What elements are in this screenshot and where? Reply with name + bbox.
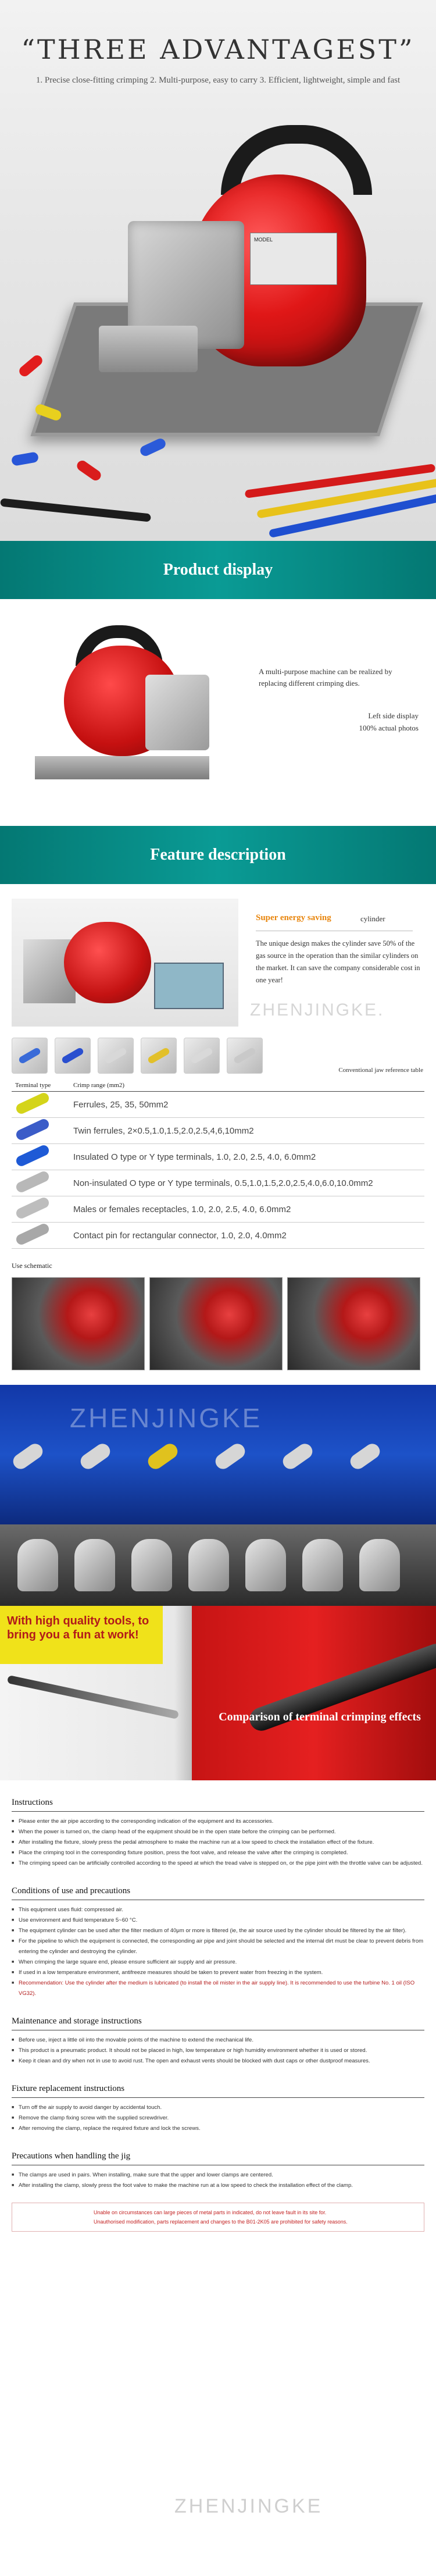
jaw-thumb-2 xyxy=(55,1038,91,1074)
terminal-row-text: Non-insulated O type or Y type terminals, 0.5,1.0,1.5,2.0,2.5,4.0,6.0,10.0mm2 xyxy=(70,1170,424,1196)
machine-die xyxy=(99,326,198,372)
product-display-title: Product display xyxy=(163,561,273,579)
list-item: ■ This product is a pneumatic product. It should not be placed in high, low temperature or high humidity environment whether it is used or stored. xyxy=(12,2046,424,2056)
slogan-box xyxy=(0,1606,163,1664)
header-terminal-type: Terminal type xyxy=(12,1079,70,1092)
instructions-section xyxy=(0,1798,436,2191)
cable-bundle xyxy=(7,1675,179,1719)
crimped-terminal-icon xyxy=(245,1539,286,1591)
terminal-table xyxy=(12,1079,424,1249)
crimped-terminal-icon xyxy=(302,1539,343,1591)
feature-title: Super energy saving xyxy=(256,913,331,922)
maintenance-title: Maintenance and storage instructions xyxy=(12,2016,424,2030)
terminal-icon xyxy=(348,1441,383,1472)
terminal-row-text: Ferrules, 25, 35, 50mm2 xyxy=(70,1092,424,1118)
hero-section xyxy=(0,0,436,541)
terminal-icon xyxy=(10,1441,46,1472)
table-row xyxy=(12,1144,424,1170)
instructions-list xyxy=(12,1816,424,1869)
crimped-terminal-icon xyxy=(359,1539,400,1591)
display-note-line2: 100% actual photos xyxy=(359,724,419,732)
jaw-4-icon xyxy=(147,1047,171,1064)
table-row xyxy=(12,1196,424,1223)
feature-subtitle: cylinder xyxy=(360,914,385,923)
comparison-section xyxy=(0,1606,436,1780)
jaw-reference-caption: Conventional jaw reference table xyxy=(338,1067,423,1074)
schematic-photo-3 xyxy=(287,1277,420,1370)
feature-machine-cylinder xyxy=(64,922,151,1003)
jig-title: Precautions when handling the jig xyxy=(12,2151,424,2165)
jaw-5-icon xyxy=(190,1047,214,1064)
list-item: ■ The clamps are used in pairs. When installing, make sure that the upper and lower clamps are centered. xyxy=(12,2170,424,2180)
list-item: ■ If used in a low temperature environment, antifreeze measures should be taken to prevent water from freezing in the system. xyxy=(12,1968,424,1978)
crimped-terminal-icon xyxy=(74,1539,115,1591)
blue-terminal xyxy=(11,451,39,466)
notice-line1: Unable on circumstances can large pieces of metal parts in indicated, do not leave fault in its site for. xyxy=(94,2210,327,2215)
hero-title: “THREE ADVANTAGEST” xyxy=(21,34,415,65)
terminal-row-text: Males or females receptacles, 1.0, 2.0, 2.5, 4.0, 6.0mm2 xyxy=(70,1196,424,1223)
ferrule-icon xyxy=(15,1091,51,1116)
red-wire xyxy=(245,464,436,498)
use-schematic-photos xyxy=(0,1270,436,1370)
hero-subtitle: 1. Precise close-fitting crimping 2. Multi-purpose, easy to carry 3. Efficient, lightweight, simple and fast xyxy=(35,76,401,85)
list-item: ■ The equipment cylinder can be used after the filter medium of 40μm or more is filtered (ie, the air source used by the cylinder should be filtered by the air filter). xyxy=(12,1926,424,1936)
use-schematic-label: Use schematic xyxy=(12,1262,52,1270)
header-crimp-range: Crimp range (mm2) xyxy=(70,1079,424,1092)
product-display-section xyxy=(0,599,436,826)
list-item-recommendation: ■ Recommendation: Use the cylinder after the medium is lubricated (to install the oil mister in the air supply line). It is recommended to use the turbine No. 1 oil (ISO VG32). xyxy=(12,1978,424,1999)
slogan-text: With high quality tools, to bring you a fun at work! xyxy=(7,1615,149,1641)
receptacle-icon xyxy=(15,1196,51,1220)
conditions-title: Conditions of use and precautions xyxy=(12,1886,424,1900)
list-item: ■ Remove the clamp fixing screw with the supplied screwdriver. xyxy=(12,2113,424,2123)
jaw-thumb-6 xyxy=(227,1038,263,1074)
list-item: ■ After removing the clamp, replace the required fixture and lock the screws. xyxy=(12,2123,424,2134)
feature-description-banner xyxy=(0,826,436,884)
list-item: ■ Place the crimping tool in the corresponding fixture position, press the foot valve, and release the valve after the crimping is completed. xyxy=(12,1848,424,1858)
crimped-terminal-strip xyxy=(0,1524,436,1606)
fixture-list xyxy=(12,2103,424,2134)
jaw-thumb-1 xyxy=(12,1038,48,1074)
notice-line2: Unauthorised modification, parts replacement and changes to the B01-2K05 are prohibited for safety reasons. xyxy=(94,2219,348,2225)
jaw-6-icon xyxy=(233,1047,257,1064)
terminal-table-header xyxy=(12,1079,424,1092)
red-terminal-2 xyxy=(75,458,103,482)
terminal-row-text: Twin ferrules, 2×0.5,1.0,1.5,2.0,2.5,4,6,10mm2 xyxy=(70,1118,424,1144)
feature-machine-photo xyxy=(12,899,238,1027)
list-item: ■ Keep it clean and dry when not in use to avoid rust. The open and exhaust vents should be blocked with dust caps or other dustproof measures. xyxy=(12,2056,424,2066)
display-note-line1: Left side display xyxy=(368,711,419,720)
jaw-thumbnails xyxy=(0,1035,436,1076)
terminal-icon xyxy=(78,1441,113,1472)
bottom-watermark: ZHENJINGKE xyxy=(174,2495,323,2517)
display-description: A multi-purpose machine can be realized by replacing different crimping dies. xyxy=(259,667,392,687)
terminal-row-text: Contact pin for rectangular connector, 1.0, 2.0, 4.0mm2 xyxy=(70,1223,424,1249)
jaw-thumb-4 xyxy=(141,1038,177,1074)
comparison-caption: Comparison of terminal crimping effects xyxy=(219,1711,421,1723)
conditions-list xyxy=(12,1905,424,1999)
table-row xyxy=(12,1092,424,1118)
fixture-title: Fixture replacement instructions xyxy=(12,2084,424,2098)
instructions-title: Instructions xyxy=(12,1798,424,1812)
feature-description-title: Feature description xyxy=(150,846,286,864)
feature-description: The unique design makes the cylinder save 50% of the gas source in the operation than the similar cylinders on the market. It can save the company considerable cost in one year! xyxy=(256,939,420,984)
crimped-terminal-icon xyxy=(17,1539,58,1591)
list-item: ■ For the pipeline to which the equipment is connected, the corresponding air pipe and joint should be selected and the internal dirt must be clear to prevent debris from entering the cylinder and destroying the cylinder. xyxy=(12,1936,424,1957)
blue-terminal-row xyxy=(12,1449,381,1464)
terminal-icon xyxy=(280,1441,316,1472)
black-wire xyxy=(0,498,151,522)
list-item: ■ The crimping speed can be artificially controlled according to the speed at which the tread valve is stepped on, or the pipe joint with the throttle valve can be adjusted. xyxy=(12,1858,424,1869)
die-reference-strip xyxy=(0,1385,436,1524)
twin-ferrule-icon xyxy=(15,1117,51,1142)
maintenance-list xyxy=(12,2035,424,2066)
list-item: ■ This equipment uses fluid: compressed air. xyxy=(12,1905,424,1915)
display-note xyxy=(337,710,419,734)
blue-terminal-2 xyxy=(138,437,167,458)
list-item: ■ Turn off the air supply to avoid danger by accidental touch. xyxy=(12,2103,424,2113)
list-item: ■ Use environment and fluid temperature 5~60 °C. xyxy=(12,1915,424,1926)
display-machine-base xyxy=(35,756,209,779)
blue-watermark: ZHENJINGKE xyxy=(70,1403,263,1433)
jaw-thumb-3 xyxy=(98,1038,134,1074)
table-row xyxy=(12,1223,424,1249)
contact-pin-icon xyxy=(15,1222,51,1246)
safety-notice xyxy=(12,2203,424,2232)
feature-watermark: ZHENJINGKE. xyxy=(250,1000,385,1020)
jaw-1-icon xyxy=(18,1047,42,1064)
table-row xyxy=(12,1118,424,1144)
list-item: ■ When crimping the large square end, please ensure sufficient air supply and air pressure. xyxy=(12,1957,424,1968)
terminal-icon xyxy=(145,1441,181,1472)
terminal-row-text: Insulated O type or Y type terminals, 1.0, 2.0, 2.5, 4.0, 6.0mm2 xyxy=(70,1144,424,1170)
table-row xyxy=(12,1170,424,1196)
feature-section xyxy=(0,884,436,1035)
display-machine-photo xyxy=(23,622,215,791)
terminal-icon xyxy=(213,1441,248,1472)
display-machine-head xyxy=(145,675,209,750)
list-item: ■ After installing the clamp, slowly press the foot valve to make the machine run at a low speed to check the installation effect of the clamp. xyxy=(12,2180,424,2191)
non-insulated-terminal-icon xyxy=(15,1170,51,1194)
jaw-3-icon xyxy=(104,1047,128,1064)
crimped-terminal-icon xyxy=(188,1539,229,1591)
machine-label: MODEL xyxy=(250,233,337,285)
schematic-photo-2 xyxy=(149,1277,283,1370)
jaw-2-icon xyxy=(61,1047,85,1064)
jig-list xyxy=(12,2170,424,2191)
list-item: ■ When the power is turned on, the clamp head of the equipment should be in the open state before the crimping can be performed. xyxy=(12,1827,424,1837)
product-display-banner xyxy=(0,541,436,599)
feature-die-box xyxy=(154,963,224,1009)
list-item: ■ After installing the fixture, slowly press the pedal atmosphere to make the machine run at a low speed to check the installation effect of the fixture. xyxy=(12,1837,424,1848)
jaw-thumb-5 xyxy=(184,1038,220,1074)
list-item: ■ Please enter the air pipe according to the corresponding indication of the equipment and its accessories. xyxy=(12,1816,424,1827)
schematic-photo-1 xyxy=(12,1277,145,1370)
crimped-terminal-icon xyxy=(131,1539,172,1591)
list-item: ■ Before use, inject a little oil into the movable points of the machine to extend the mechanical life. xyxy=(12,2035,424,2046)
red-terminal xyxy=(17,353,45,378)
insulated-terminal-icon xyxy=(15,1143,51,1168)
